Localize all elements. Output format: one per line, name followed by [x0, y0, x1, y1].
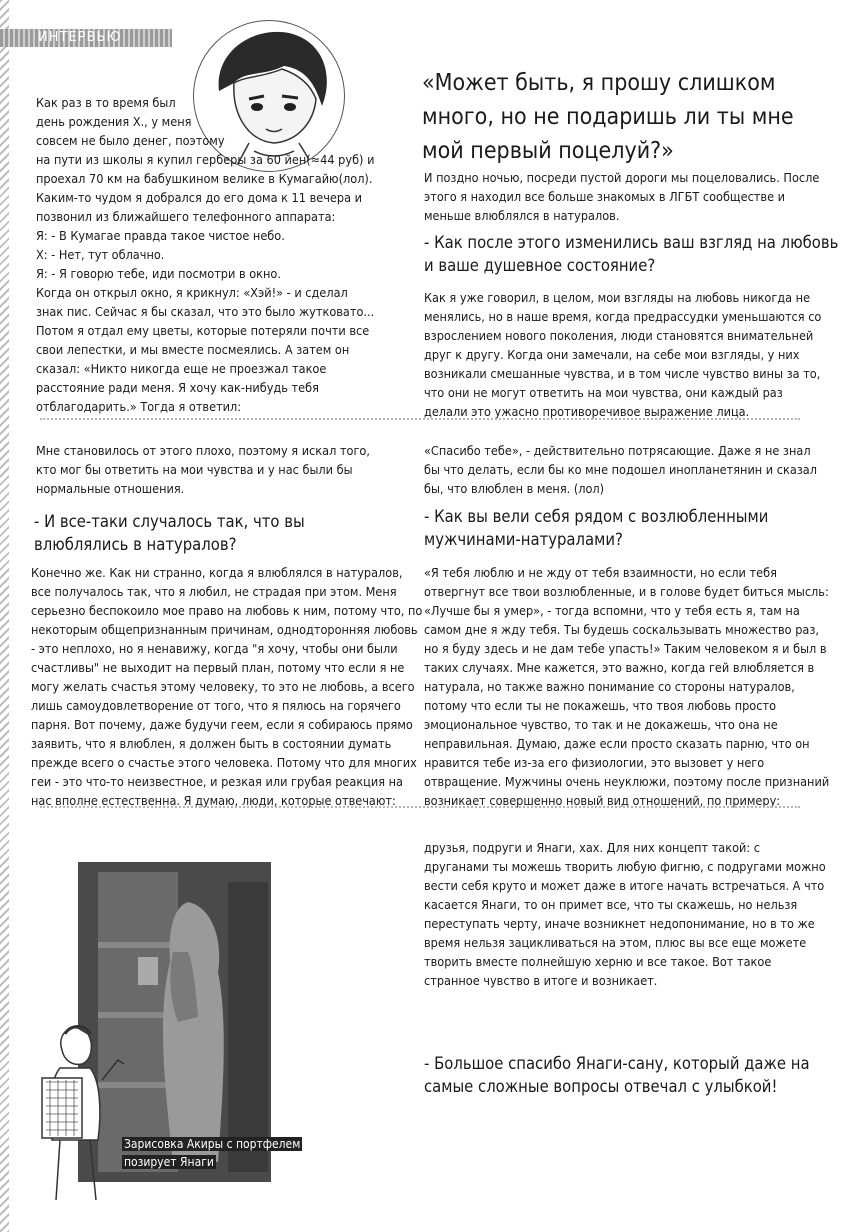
bad-feeling-paragraph: Мне становилось от этого плохо, поэтому я искал того, кто мог бы ответить на мои чувства и у нас были бы нормальные отношения.: [36, 443, 370, 496]
friends-paragraph: друзья, подруги и Янаги, хах. Для них концепт такой: с друганами ты можешь творить любую фигню, с подругами можно вести себя круто и может даже в итоге начать встречаться. А что касается Янаги, то он примет все, что ты скажешь, но нельзя переступать черту, иначе возникнет недопонимание, но в то же время нельзя зацикливаться на этом, плюс вы все еще можете творить вместе полнейшую херню и все такое. Вот такое странное чувство в итоге и возникает.: [424, 840, 826, 988]
thanks-paragraph: «Спасибо тебе», - действительно потрясающие. Даже я не знал бы что делать, если бы ко мне подошел инопланетянин и сказал бы, что влюблен в меня. (лол): [424, 443, 817, 496]
intro-paragraph: Как раз в то время был день рождения Х., у меня совсем не было денег, поэтому на пути из школы я купил герберы за 60 йен(≈44 руб) и проехал 70 км на бабушкином велике в Кумагайю(лол). Каким-то чудом я добрался до его дома к 11 вечера и позвонил из ближайшего телефонного аппарата: Я: - В Кумагае правда такое чистое небо. Х: - Нет, тут облачно. Я: - Я говорю тебе, иди посмотри в окно. Когда он открыл окно, я крикнул: «Хэй!» - и сделал знак пис. Сейчас я бы сказал, что это было жутковато... Потом я отдал ему цветы, которые потеряли почти все свои лепестки, и мы вместе посмеялись. А затем он сказал: «Никто никогда еще не проезжал такое расстояние ради меня. Я хочу как-нибудь тебя отблагодарить.» Тогда я ответил:: [36, 95, 375, 414]
answer-1: Как я уже говорил, в целом, мои взгляды на любовь никогда не менялись, но в наше время, когда предрассудки уменьшаются со взрослением нового поколения, люди становятся внимательней друг к другу. Когда они замечали, на себе мои взгляды, у них возникали смешанные чувства, и в том числе чувство вины за то, что они не могут ответить на мои чувства, они каждый раз делали это ужасно противоречивое выражение лица.: [424, 290, 822, 419]
section-label: ИНТЕРВЬЮ: [38, 30, 122, 45]
question-2: - И все-таки случалось так, что вы влюблялись в натуралов?: [34, 512, 305, 554]
illustration-caption: Зарисовка Акиры с портфелем позирует Янаги: [124, 1137, 301, 1169]
dotted-divider: [40, 418, 800, 420]
answer-3: «Я тебя люблю и не жду от тебя взаимности, но если тебя отвергнут все твои возлюбленные, и в голове будет биться мысль: «Лучше бы я умер», - тогда вспомни, что у тебя есть я, там на самом дне я жду тебя. Ты будешь соскальзывать множество раз, но я буду здесь и не дам тебе упасть!» Таким человеком я и был в таких случаях. Мне кажется, это важно, когда гей влюбляется в натурала, но также важно понимание со стороны натуралов, потому что если ты не покажешь, что твоя любовь просто эмоциональное чувство, то так и не докажешь, что она не неправильная. Думаю, даже если просто сказать парню, что он нравится тебе из-за его физиологии, это вызовет у него отвращение. Мужчины очень неуклюжи, поэтому после признаний возникает совершенно новый вид отношений, по примеру:: [424, 565, 830, 808]
backpack-sketch: [20, 1020, 140, 1205]
character-sketch: [20, 1020, 140, 1205]
answer-2: Конечно же. Как ни странно, когда я влюблялся в натуралов, все получалось так, что я любил, не страдая при этом. Меня серьезно беспокоило мое право на любовь к ним, потому что, по некоторым общепризнанным причинам, однодторонняя любовь - это неплохо, но я ненавижу, когда "я хочу, чтобы они были счастливы" не выходит на первый план, потому что если я не могу желать счастья этому человеку, то это не любовь, а всего лишь самоудовлетворение от того, что я пялюсь на горячего парня. Вот почему, даже будучи геем, если я собираюсь прямо заявить, что я влюблен, я должен быть в состоянии думать прежде всего о счастье этого человека. Потому что для многих геи - это что-то неизвестное, и резкая или грубая реакция на нас вполне естественна. Я думаю, люди, которые отвечают:: [31, 565, 423, 808]
decorative-edge-border: [0, 0, 9, 1232]
first-kiss-paragraph: И поздно ночью, посреди пустой дороги мы поцеловались. После этого я находил все больше знакомых в ЛГБТ сообществе и меньше влюблялся в натуралов.: [424, 170, 820, 223]
section-banner: [0, 29, 172, 47]
question-3: - Как вы вели себя рядом с возлюбленными мужчинами-натуралами?: [424, 507, 769, 549]
dotted-divider: [40, 806, 800, 808]
closing-remark: - Большое спасибо Янаги-сану, который даже на самые сложные вопросы отвечал с улыбкой!: [424, 1054, 810, 1096]
question-1: - Как после этого изменились ваш взгляд на любовь и ваше душевное состояние?: [424, 233, 839, 275]
pull-quote: «Может быть, я прошу слишком много, но не подаришь ли ты мне мой первый поцелуй?»: [422, 70, 794, 164]
